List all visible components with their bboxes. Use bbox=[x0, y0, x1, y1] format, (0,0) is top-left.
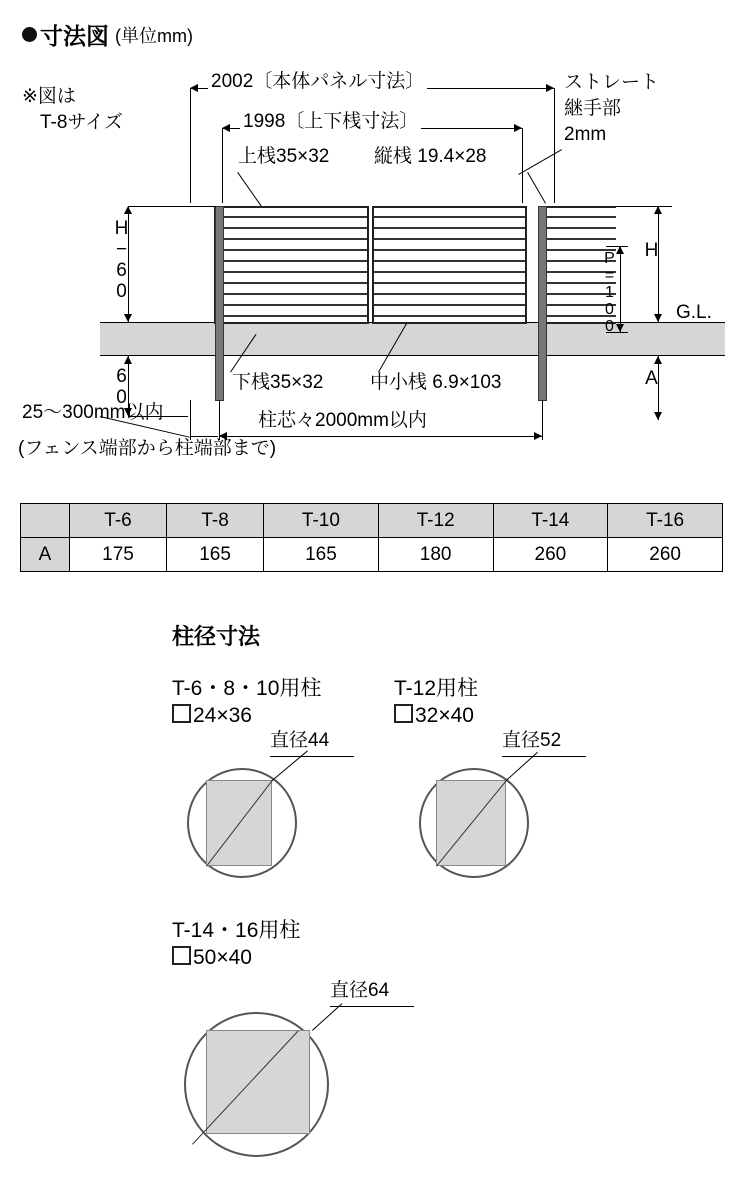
post-item-3-size bbox=[172, 946, 252, 970]
leader-line-diameter-3 bbox=[312, 1003, 342, 1031]
dim-ext-right-2002 bbox=[554, 88, 555, 203]
table-header-t6: T-6 bbox=[70, 504, 167, 538]
dim-line-post-pitch bbox=[219, 436, 542, 437]
leader-line-vertical-rail bbox=[527, 172, 546, 204]
table-header-t16: T-16 bbox=[608, 504, 723, 538]
leader-line-top-rail bbox=[237, 172, 264, 210]
dim-arrow-left bbox=[190, 84, 198, 92]
mid-rail-label: 中小桟 6.9×103 bbox=[370, 372, 502, 393]
ground-bottom-line bbox=[100, 355, 725, 356]
dim-arrow-right bbox=[546, 84, 554, 92]
post-item-2-diameter: 直径52 bbox=[502, 730, 562, 751]
post-item-3-diameter: 直径64 bbox=[330, 980, 390, 1001]
dim-arrow-right bbox=[534, 432, 542, 440]
dim-arrow-left bbox=[222, 124, 230, 132]
dim-ext-pitch-right bbox=[542, 400, 543, 440]
square-icon bbox=[172, 946, 191, 965]
dim-ext-pitch-left bbox=[219, 400, 220, 440]
fence-panel-2 bbox=[372, 206, 527, 324]
table-row bbox=[21, 538, 723, 572]
post-item-2-size bbox=[394, 704, 474, 728]
dim-line-H bbox=[658, 206, 659, 322]
leader-line-diameter-1 bbox=[272, 750, 308, 780]
table-corner-cell bbox=[21, 504, 70, 538]
dim-arrow-down bbox=[654, 314, 662, 322]
table-cell-a-t8: 165 bbox=[167, 538, 264, 572]
post-item-1-figure bbox=[172, 730, 392, 910]
edge-note-label: 25〜300mm以内 bbox=[22, 402, 164, 423]
post-item-1-size-text: 24×36 bbox=[193, 704, 252, 727]
table-row-label-a: A bbox=[21, 538, 70, 572]
table-cell-a-t6: 175 bbox=[70, 538, 167, 572]
bottom-rail-label: 下桟35×32 bbox=[232, 372, 324, 393]
size-note-line2: T-8サイズ bbox=[40, 112, 123, 133]
diameter-underline-2 bbox=[502, 756, 586, 757]
dim-arrow-down bbox=[124, 314, 132, 322]
dim-label-H: H bbox=[641, 240, 662, 261]
post-item-2-size-text: 32×40 bbox=[415, 704, 474, 727]
dim-label-A: A bbox=[641, 368, 662, 389]
dim-label-panel-width: 2002〔本体パネル寸法〕 bbox=[208, 66, 427, 93]
square-icon bbox=[394, 704, 413, 723]
unit-note: (単位mm) bbox=[115, 25, 193, 46]
table-cell-a-t12: 180 bbox=[378, 538, 493, 572]
size-table bbox=[20, 503, 723, 572]
table-header-t12: T-12 bbox=[378, 504, 493, 538]
table-header-row bbox=[21, 504, 723, 538]
post-section-title: 柱径寸法 bbox=[172, 624, 261, 649]
post-item-2-name: T-12用柱 bbox=[394, 677, 479, 700]
post-item-1-size bbox=[172, 704, 252, 728]
dim-label-60: 60 bbox=[111, 366, 132, 408]
post-item-2-figure bbox=[394, 730, 614, 910]
dim-ext-right-1998 bbox=[522, 128, 523, 203]
post-pitch-label: 柱芯々2000mm以内 bbox=[258, 410, 427, 431]
fence-dimension-drawing bbox=[0, 50, 743, 470]
table-cell-a-t10: 165 bbox=[264, 538, 379, 572]
top-rail-label: 上桟35×32 bbox=[238, 146, 330, 167]
square-icon bbox=[172, 704, 191, 723]
post-item-3-size-text: 50×40 bbox=[193, 946, 252, 969]
vertical-rail-label: 縦桟 19.4×28 bbox=[374, 146, 487, 167]
dim-label-H60: H−60 bbox=[111, 218, 132, 302]
dim-arrow-up bbox=[124, 206, 132, 214]
ground-band bbox=[100, 322, 725, 356]
size-note-line1: ※図は bbox=[22, 86, 76, 107]
post-item-3-name: T-14・16用柱 bbox=[172, 919, 301, 942]
dim-label-rail-width: 1998〔上下桟寸法〕 bbox=[240, 106, 421, 133]
dim-arrow-up bbox=[654, 206, 662, 214]
dim-arrow-up bbox=[654, 356, 662, 364]
fence-panel-1 bbox=[214, 206, 369, 324]
ground-level-label: G.L. bbox=[676, 302, 712, 323]
filled-circle-icon bbox=[22, 27, 37, 42]
straight-joint-label-3: 2mm bbox=[564, 124, 607, 145]
fence-post-1 bbox=[215, 206, 224, 401]
post-item-3-figure bbox=[172, 982, 472, 1172]
post-item-1-diameter: 直径44 bbox=[270, 730, 330, 751]
straight-joint-label-2: 継手部 bbox=[564, 98, 622, 119]
dim-line-edge bbox=[190, 436, 218, 437]
diameter-underline-1 bbox=[270, 756, 354, 757]
dim-ext-edge-left bbox=[190, 400, 191, 440]
dim-tick-pitch-top bbox=[606, 246, 628, 247]
table-header-t14: T-14 bbox=[493, 504, 608, 538]
dim-label-pitch: P=100 bbox=[601, 250, 618, 335]
leader-line-straight-joint bbox=[518, 149, 562, 175]
post-item-1-name: T-6・8・10用柱 bbox=[172, 677, 322, 700]
table-cell-a-t14: 260 bbox=[493, 538, 608, 572]
dim-ext-left-2002 bbox=[190, 88, 191, 203]
dim-arrow-right bbox=[514, 124, 522, 132]
dim-ext-H-top bbox=[616, 206, 672, 207]
straight-joint-label-1: ストレート bbox=[564, 72, 660, 93]
post-rect-3 bbox=[206, 1030, 310, 1134]
dim-line-pitch bbox=[620, 246, 621, 332]
page-title-text: 寸法図 bbox=[40, 23, 109, 49]
dim-arrow-down bbox=[654, 412, 662, 420]
dim-ext-left-1998 bbox=[222, 128, 223, 203]
diameter-underline-3 bbox=[330, 1006, 414, 1007]
table-cell-a-t16: 260 bbox=[608, 538, 723, 572]
dim-ext-H60-top bbox=[128, 206, 216, 207]
fence-post-2 bbox=[538, 206, 547, 401]
edge-note-label-2: (フェンス端部から柱端部まで) bbox=[18, 438, 277, 459]
dim-arrow-up bbox=[124, 356, 132, 364]
table-header-t10: T-10 bbox=[264, 504, 379, 538]
table-header-t8: T-8 bbox=[167, 504, 264, 538]
page-title bbox=[22, 18, 193, 51]
